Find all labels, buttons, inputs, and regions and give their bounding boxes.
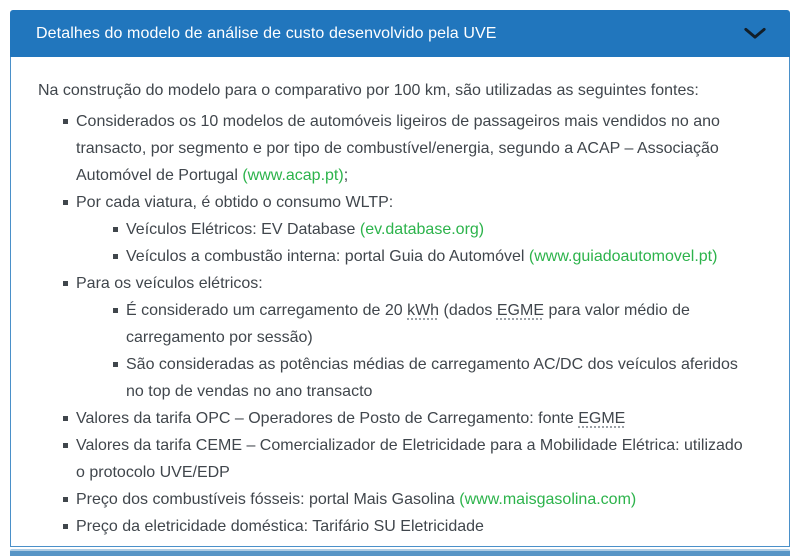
- list-item: Valores da tarifa CEME – Comercializador de Eletricidade para a Mobilidade Elétrica: utilizado o protocolo UVE/EDP: [76, 432, 747, 486]
- sources-sublist: [76, 216, 747, 270]
- abbreviation: EGME: [496, 302, 544, 319]
- cost-model-accordion: [10, 10, 790, 547]
- accordion-body: [10, 57, 790, 547]
- list-item: Por cada viatura, é obtido o consumo WLTP: Veículos Elétricos: EV Database (ev.database.org) Veículos a combustão interna: portal Guia do Automóvel (www.guiadoautomovel.pt): [76, 189, 747, 270]
- abbreviation: EGME: [578, 410, 626, 427]
- external-link[interactable]: (www.guiadoautomovel.pt): [528, 248, 718, 265]
- list-item: Preço da eletricidade doméstica: Tarifário SU Eletricidade: [76, 513, 747, 540]
- intro-text: Na construção do modelo para o comparativo por 100 km, são utilizadas as seguintes fontes:: [38, 82, 699, 99]
- external-link[interactable]: (www.maisgasolina.com): [459, 491, 637, 508]
- next-accordion-header-sliver[interactable]: [10, 549, 790, 556]
- abbreviation: kWh: [407, 302, 440, 319]
- accordion-header[interactable]: [10, 10, 790, 57]
- external-link[interactable]: (ev.database.org): [359, 221, 485, 238]
- sources-list: [38, 108, 747, 540]
- list-item: Considerados os 10 modelos de automóveis ligeiros de passageiros mais vendidos no ano transacto, por segmento e por tipo de combustível/energia, segundo a ACAP – Associação Automóvel de Portugal (www.acap.pt);: [76, 108, 747, 189]
- list-item: É considerado um carregamento de 20 kWh (dados EGME para valor médio de carregamento por sessão): [126, 297, 747, 351]
- list-item: Para os veículos elétricos: É considerado um carregamento de 20 kWh (dados EGME para valor médio de carregamento por sessão) São consideradas as potências médias de carregamento AC/DC dos veículos aferidos no top de vendas no ano transacto: [76, 270, 747, 405]
- sources-sublist: [76, 297, 747, 405]
- list-item: São consideradas as potências médias de carregamento AC/DC dos veículos aferidos no top de vendas no ano transacto: [126, 351, 747, 405]
- accordion-title: Detalhes do modelo de análise de custo desenvolvido pela UVE: [36, 24, 497, 42]
- list-item: Preço dos combustíveis fósseis: portal Mais Gasolina (www.maisgasolina.com): [76, 486, 747, 513]
- chevron-down-icon: [744, 27, 766, 40]
- list-item: Veículos a combustão interna: portal Guia do Automóvel (www.guiadoautomovel.pt): [126, 243, 747, 270]
- sources-list-container: [38, 108, 747, 540]
- external-link[interactable]: (www.acap.pt): [242, 167, 344, 184]
- list-item: Valores da tarifa OPC – Operadores de Posto de Carregamento: fonte EGME: [76, 405, 747, 432]
- list-item: Veículos Elétricos: EV Database (ev.database.org): [126, 216, 747, 243]
